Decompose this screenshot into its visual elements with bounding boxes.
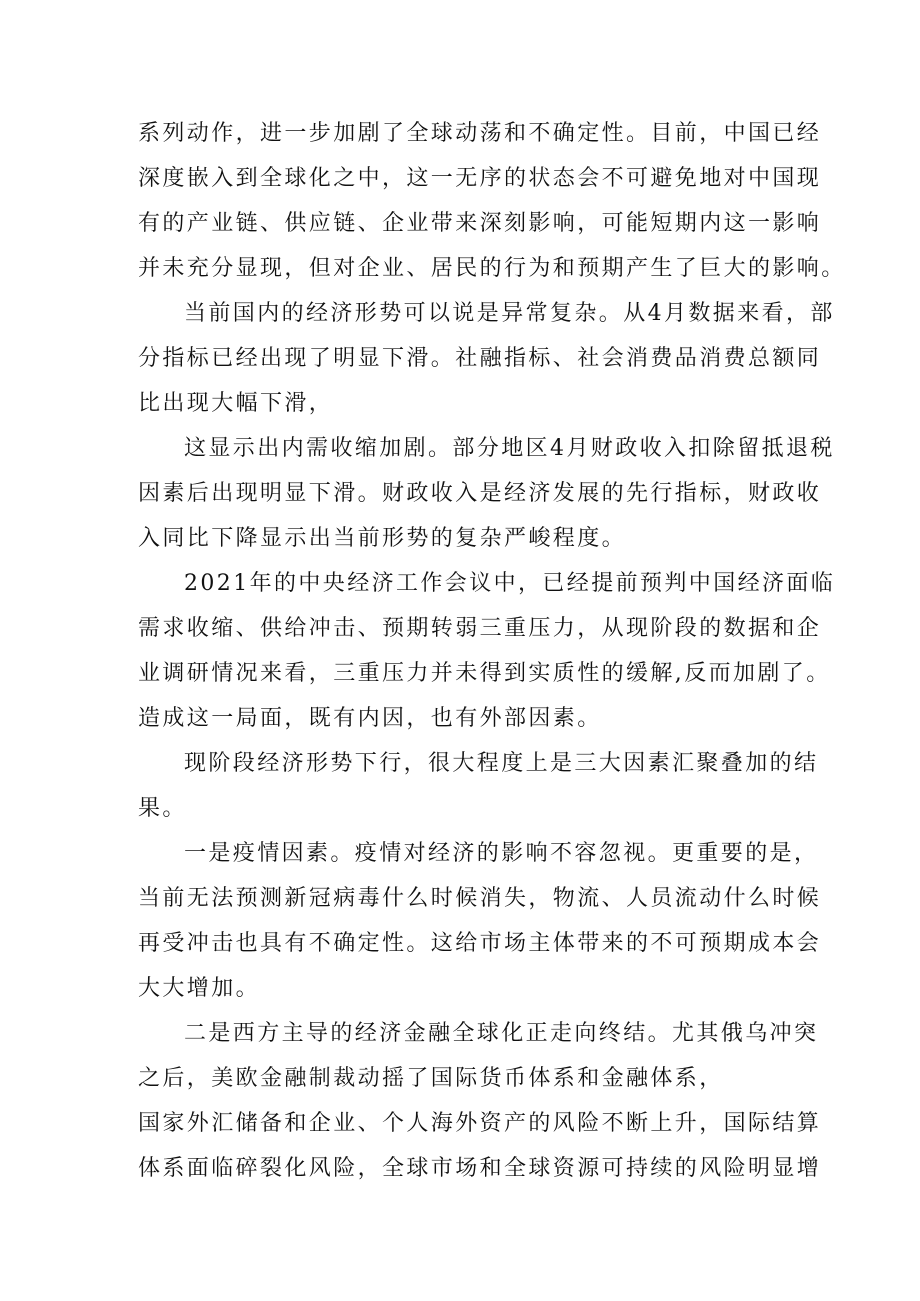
text-line: 国家外汇储备和企业、个人海外资产的风险不断上升，国际结算: [138, 1111, 822, 1136]
text-line: 因素后出现明显下滑。财政收入是经济发展的先行指标，财政收: [138, 481, 822, 506]
text-line: 体系面临碎裂化风险，全球市场和全球资源可持续的风险明显增: [138, 1156, 822, 1181]
paragraph-first-line: 当前国内的经济形势可以说是异常复杂。从4月数据来看，部: [184, 301, 835, 326]
text-line: 当前无法预测新冠病毒什么时候消失，物流、人员流动什么时候: [138, 886, 822, 911]
text-line: 并未充分显现，但对企业、居民的行为和预期产生了巨大的影响。: [138, 256, 846, 281]
paragraph-first-line: 这显示出内需收缩加剧。部分地区4月财政收入扣除留抵退税: [184, 436, 835, 461]
text-line: 系列动作，进一步加剧了全球动荡和不确定性。目前，中国已经: [138, 121, 822, 146]
text-line: 再受冲击也具有不确定性。这给市场主体带来的不可预期成本会: [138, 931, 822, 956]
text-line: 入同比下降显示出当前形势的复杂严峻程度。: [138, 526, 627, 551]
paragraph-first-line: 二是西方主导的经济金融全球化正走向终结。尤其俄乌冲突: [184, 1021, 819, 1046]
text-line: 业调研情况来看，三重压力并未得到实质性的缓解,反而加剧了。: [138, 661, 831, 686]
text-line: 造成这一局面，既有内因，也有外部因素。: [138, 706, 602, 731]
text-line: 果。: [138, 796, 187, 821]
text-line: 分指标已经出现了明显下滑。社融指标、社会消费品消费总额同: [138, 346, 822, 371]
text-line: 比出现大幅下滑，: [138, 391, 334, 416]
text-line: 深度嵌入到全球化之中，这一无序的状态会不可避免地对中国现: [138, 166, 822, 191]
text-line: 有的产业链、供应链、企业带来深刻影响，可能短期内这一影响: [138, 211, 822, 236]
text-line: 之后，美欧金融制裁动摇了国际货币体系和金融体系，: [138, 1066, 724, 1091]
paragraph-first-line: 2021年的中央经济工作会议中，已经提前预判中国经济面临: [184, 571, 836, 596]
paragraph-first-line: 一是疫情因素。疫情对经济的影响不容忽视。更重要的是，: [184, 841, 819, 866]
text-line: 需求收缩、供给冲击、预期转弱三重压力，从现阶段的数据和企: [138, 616, 822, 641]
text-line: 大大增加。: [138, 976, 261, 1001]
paragraph-first-line: 现阶段经济形势下行，很大程度上是三大因素汇聚叠加的结: [184, 751, 819, 776]
